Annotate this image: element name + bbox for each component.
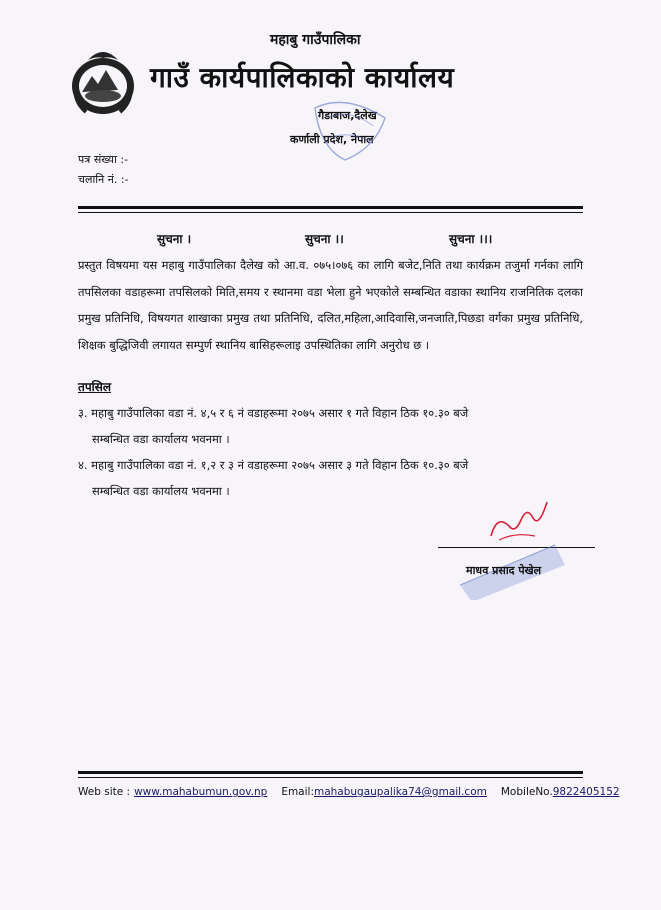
header-divider-thin [78, 212, 583, 213]
schedule-item-line: ३. महाबु गाउँपालिका वडा नं. ४,५ र ६ नं वडाहरूमा २०७५ असार १ गते विहान ठिक १०.३० बजे [78, 406, 469, 420]
schedule-item [78, 400, 583, 452]
office-location: गैडाबाज,दैलेख [318, 109, 377, 122]
schedule-item-venue: सम्बन्धित वडा कार्यालय भवनमा । [92, 432, 230, 446]
mobile-number[interactable]: 9822405152 [552, 786, 620, 798]
notice-heading-3: सुचना ।।। [449, 232, 493, 246]
nepal-emblem-icon [68, 40, 138, 118]
mobile-label: MobileNo. [500, 786, 553, 798]
municipality-name: महाबु गाउँपालिका [270, 32, 361, 48]
header-divider-thick [78, 206, 583, 209]
notice-body-paragraph: प्रस्तुत विषयमा यस महाबु गाउँपालिका दैलेख को आ.व. ०७५।०७६ का लागि बजेट,निति तथा कार्यक्रम तजुर्मा गर्नका लागि तपसिलका वडाहरूमा तपसिलको मिति,समय र स्थानमा वडा भेला हुने भएकोले सम्बन्धित वडाका स्थानिय राजनितिक दलका प्रमुख प्रतिनिधि, विषयगत शाखाका प्रमुख तथा प्रतिनिधि, दलित,महिला,आदिवासि,जनजाति,पिछडा वर्गका प्रमुख प्रतिनिधि, शिक्षक बुद्धिजिवी लगायत सम्पुर्ण स्थानिय बासिहरूलाइ उपस्थितिका लागि अनुरोध छ । [78, 258, 583, 352]
letter-number-label: पत्र संख्या :- [78, 153, 129, 166]
notice-heading-1: सुचना । [157, 232, 192, 246]
website-label: Web site : [78, 786, 131, 798]
notice-heading-2: सुचना ।। [305, 232, 344, 246]
office-seal-stamp [305, 88, 395, 168]
office-province: कर्णाली प्रदेश, नेपाल [290, 133, 374, 146]
footer-divider-thin [78, 777, 583, 778]
schedule-heading: तपसिल [78, 380, 112, 394]
schedule-item-venue: सम्बन्धित वडा कार्यालय भवनमा । [92, 484, 230, 498]
footer-divider-thick [78, 771, 583, 774]
email-label: Email: [281, 786, 314, 798]
email-link[interactable]: mahabugaupalika74@gmail.com [313, 786, 487, 798]
website-link[interactable]: www.mahabumun.gov.np [134, 786, 268, 798]
office-title: गाउँ कार्यपालिकाको कार्यालय [150, 61, 455, 94]
footer-contact [78, 786, 620, 798]
signatory-name: माधव प्रसाद पेखेल [466, 564, 542, 577]
schedule-item-line: ४. महाबु गाउँपालिका वडा नं. १,२ र ३ नं वडाहरूमा २०७५ असार ३ गते विहान ठिक १०.३० बजे [78, 458, 469, 472]
dispatch-number-label: चलानि नं. :- [78, 173, 129, 186]
